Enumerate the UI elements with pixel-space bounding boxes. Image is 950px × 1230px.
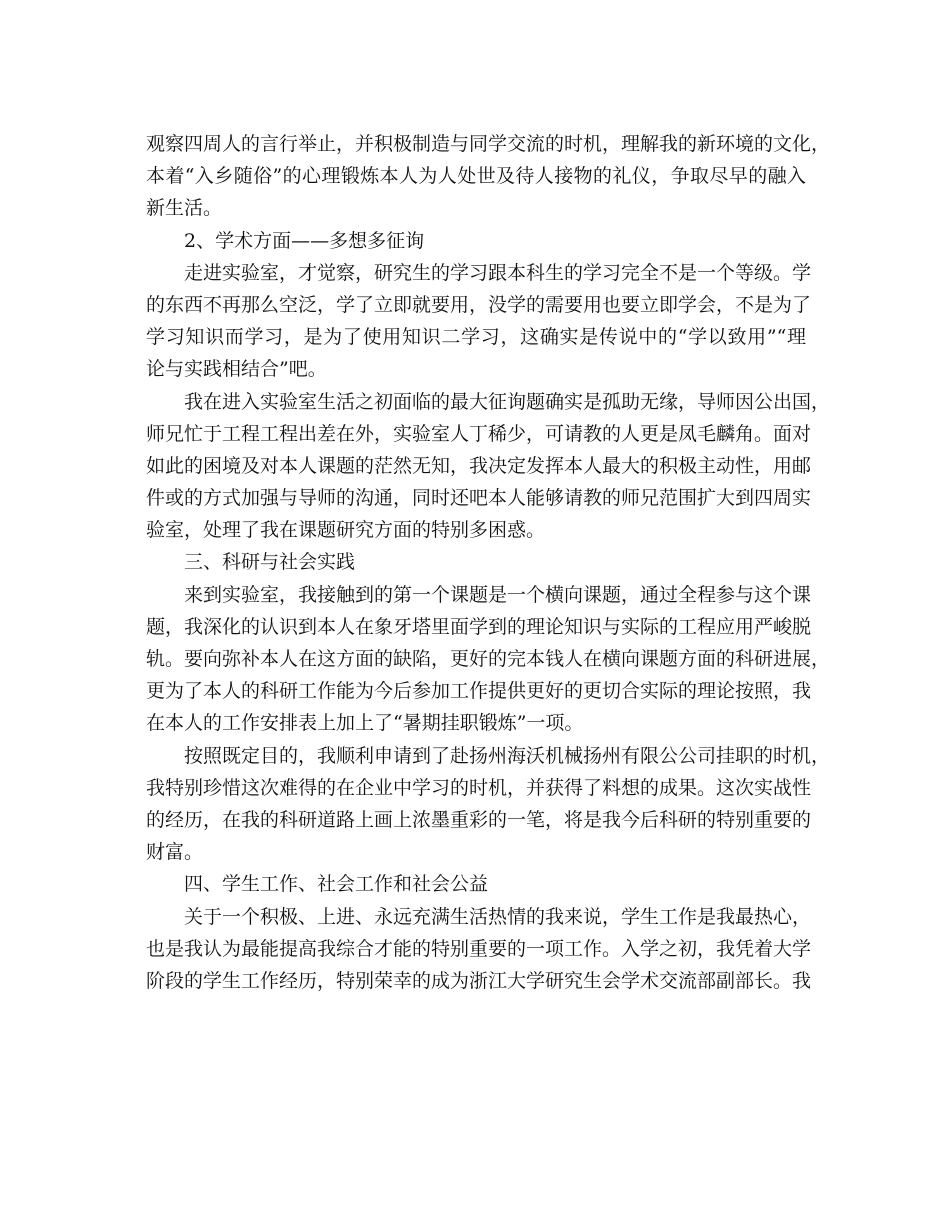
text-line: 师兄忙于工程工程出差在外，实验室人丁稀少，可请教的人更是凤毛麟角。面对 [146, 422, 812, 445]
text-line: 我特别珍惜这次难得的在企业中学习的时机，并获得了料想的成果。这次实战性 [146, 776, 812, 799]
text-line: 如此的困境及对本人课题的茫然无知，我决定发挥本人最大的积极主动性，用邮 [146, 454, 812, 477]
text-line: 来到实验室，我接触到的第一个课题是一个横向课题，通过全程参与这个课 [184, 583, 812, 606]
text-line: 新生活。 [146, 197, 223, 220]
text-line: 四、学生工作、社会工作和社会公益 [184, 873, 489, 896]
text-line: 阶段的学生工作经历，特别荣幸的成为浙江大学研究生会学术交流部副部长。我 [146, 969, 812, 992]
text-line: 我在进入实验室生活之初面临的最大征询题确实是孤助无缘，导师因公出国， [184, 390, 831, 413]
text-line: 的东西不再那么空泛，学了立即就要用，没学的需要用也要立即学会，不是为了 [146, 293, 812, 316]
text-line: 验室，处理了我在课题研究方面的特别多困惑。 [146, 519, 546, 542]
text-line: 2、学术方面——多想多征询 [184, 229, 425, 252]
text-line: 论与实践相结合”吧。 [146, 358, 327, 381]
text-line: 三、科研与社会实践 [184, 551, 356, 574]
text-line: 的经历，在我的科研道路上画上浓墨重彩的一笔，将是我今后科研的特别重要的 [146, 808, 812, 831]
text-line: 轨。要向弥补本人在这方面的缺陷，更好的完本钱人在横向课题方面的科研进展， [146, 648, 831, 670]
text-line: 走进实验室，才觉察，研究生的学习跟本科生的学习完全不是一个等级。学 [184, 261, 812, 284]
text-line: 按照既定目的，我顺利申请到了赴扬州海沃机械扬州有限公公司挂职的时机， [184, 744, 831, 767]
text-line: 财富。 [146, 841, 204, 864]
text-line: 在本人的工作安排表上加上了“暑期挂职锻炼”一项。 [146, 712, 584, 735]
text-line: 更为了本人的科研工作能为今后参加工作提供更好的更切合实际的理论按照，我 [146, 680, 812, 703]
text-line: 本着“入乡随俗”的心理锻炼本人为人处世及待人接物的礼仪，争取尽早的融入 [146, 165, 806, 188]
text-line: 观察四周人的言行举止，并积极制造与同学交流的时机，理解我的新环境的文化， [146, 133, 831, 155]
text-line: 也是我认为最能提高我综合才能的特别重要的一项工作。入学之初，我凭着大学 [146, 937, 812, 960]
text-line: 题，我深化的认识到本人在象牙塔里面学到的理论知识与实际的工程应用严峻脱 [146, 615, 812, 638]
document-body [146, 128, 831, 997]
text-line: 学习知识而学习，是为了使用知识二学习，这确实是传说中的“学以致用”“理 [146, 326, 806, 349]
text-line: 件或的方式加强与导师的沟通，同时还吧本人能够请教的师兄范围扩大到四周实 [146, 487, 812, 510]
text-line: 关于一个积极、上进、永远充满生活热情的我来说，学生工作是我最热心， [184, 905, 812, 928]
